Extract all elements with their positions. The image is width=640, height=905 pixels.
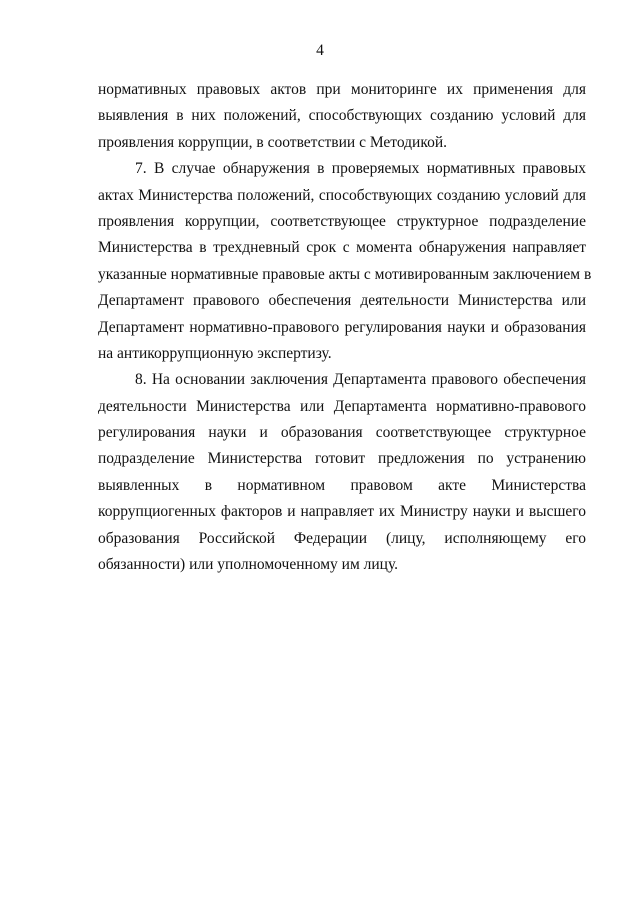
paragraph-8-start: 8. На основании заключения Департамента правового обеспечения (135, 371, 586, 389)
text-line: регулирования науки и образования соответствующее структурное (98, 424, 586, 442)
text-line: выявленных в нормативном правовом акте Министерства (98, 476, 586, 494)
paragraph-7-start: 7. В случае обнаружения в проверяемых нормативных правовых (135, 160, 586, 178)
text-line: выявления в них положений, способствующих созданию условий для (98, 107, 586, 125)
text-line: Министерства в трехдневный срок с момента обнаружения направляет (98, 239, 586, 257)
text-line: указанные нормативные правовые акты с мотивированным заключением в (98, 265, 592, 283)
text-line: подразделение Министерства готовит предложения по устранению (98, 450, 586, 468)
text-line: обязанности) или уполномоченному им лицу. (98, 556, 399, 574)
text-line: проявления коррупции, соответствующее структурное подразделение (98, 212, 586, 230)
text-line: на антикоррупционную экспертизу. (98, 344, 332, 362)
text-line: проявления коррупции, в соответствии с Методикой. (98, 133, 447, 151)
text-line: нормативных правовых актов при мониторинге их применения для (98, 81, 586, 98)
text-line: деятельности Министерства или Департамента нормативно-правового (98, 397, 586, 415)
text-line: коррупциогенных факторов и направляет их Министру науки и высшего (98, 503, 586, 521)
text-line: образования Российской Федерации (лицу, исполняющему его (98, 529, 586, 547)
page-number: 4 (316, 42, 324, 59)
text-line: Департамент нормативно-правового регулирования науки и образования (98, 318, 586, 336)
text-line: Департамент правового обеспечения деятельности Министерства или (98, 292, 586, 310)
text-line: актах Министерства положений, способствующих созданию условий для (98, 186, 586, 204)
document-body (98, 77, 592, 578)
